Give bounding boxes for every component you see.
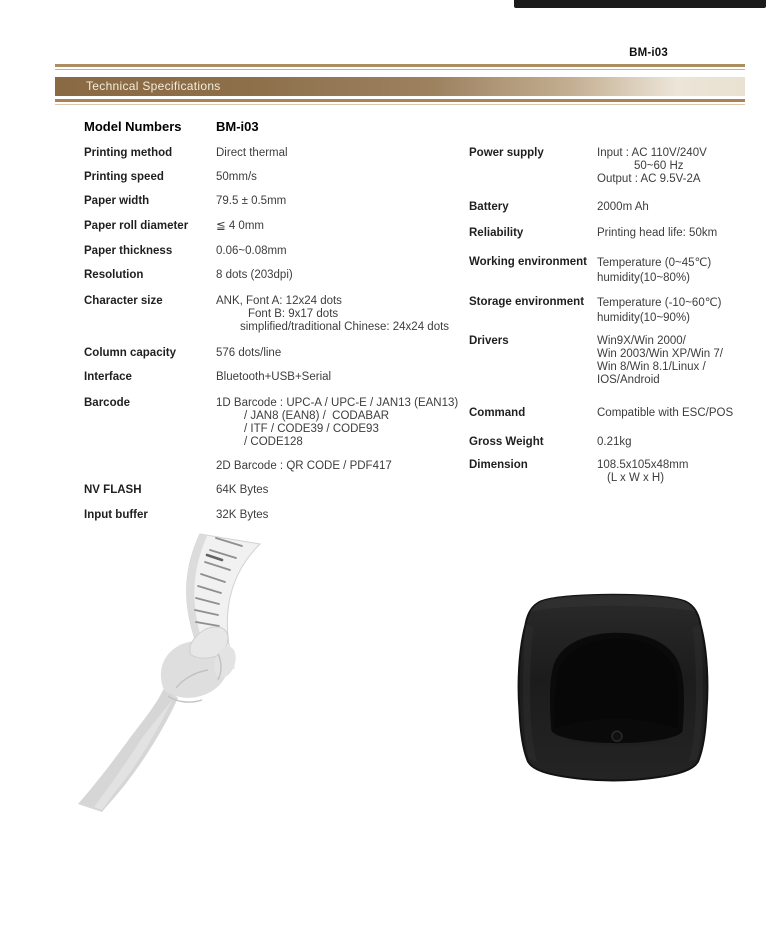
spec-row	[84, 460, 392, 473]
spec-row	[84, 371, 331, 384]
spec-value-line: 2D Barcode : QR CODE / PDF417	[216, 460, 392, 472]
spec-value-line: 576 dots/line	[216, 347, 282, 359]
spec-value-line: 50~60 Hz	[634, 160, 684, 172]
spec-label: Character size	[84, 295, 163, 307]
spec-value-line: Printing head life: 50km	[597, 227, 718, 239]
spec-row	[469, 407, 733, 420]
spec-label: Paper thickness	[84, 245, 173, 257]
spec-row	[84, 347, 281, 360]
document-model-code: BM-i03	[629, 47, 668, 59]
spec-label: Printing method	[84, 147, 173, 159]
spec-label: Command	[469, 407, 526, 419]
spec-value-line: Output : AC 9.5V-2A	[597, 173, 701, 185]
spec-label: Drivers	[469, 335, 509, 347]
spec-value-line: Win 2003/Win XP/Win 7/	[597, 348, 723, 360]
spec-row	[84, 269, 293, 282]
spec-value-line: 79.5 ± 0.5mm	[216, 195, 287, 207]
spec-row	[469, 296, 721, 326]
spec-row	[469, 227, 717, 240]
spec-label	[84, 460, 216, 473]
spec-label: Column capacity	[84, 347, 177, 359]
spec-label: Model Numbers	[84, 119, 182, 134]
spec-value-line: 64K Bytes	[216, 484, 269, 496]
spec-value-line: ≦ 4 0mm	[216, 220, 264, 232]
spec-label: Interface	[84, 371, 132, 383]
spec-value-line: Win9X/Win 2000/	[597, 335, 686, 347]
spec-row	[84, 245, 287, 258]
spec-label: Paper roll diameter	[84, 220, 189, 232]
spec-value-line: Temperature (-10~60℃)	[597, 297, 722, 309]
spec-value-line: humidity(10~90%)	[597, 312, 691, 324]
spec-value-line: 0.06~0.08mm	[216, 245, 287, 257]
spec-label: Printing speed	[84, 171, 164, 183]
spec-value: BM-i03	[216, 119, 259, 134]
spec-value-line: / CODE128	[244, 436, 303, 448]
spec-value-line: Font B: 9x17 dots	[248, 308, 339, 320]
spec-value-line: 32K Bytes	[216, 509, 269, 521]
spec-value-line: Win 8/Win 8.1/Linux /	[597, 361, 706, 373]
section-title: Technical Specifications	[86, 79, 221, 93]
spec-row	[469, 436, 632, 449]
spec-label: Resolution	[84, 269, 144, 281]
spec-value-line: / ITF / CODE39 / CODE93	[244, 423, 379, 435]
printer-case-photo	[513, 591, 713, 785]
header-rule-bottom	[55, 99, 745, 102]
spec-row	[84, 484, 268, 497]
top-black-bar	[514, 0, 766, 8]
spec-row	[469, 459, 688, 485]
spec-row	[469, 335, 723, 387]
spec-row	[469, 256, 711, 286]
header-double-rule	[55, 64, 745, 70]
spec-row	[469, 201, 649, 214]
spec-row	[84, 220, 264, 233]
spec-value-line: Temperature (0~45℃)	[597, 257, 712, 269]
spec-value-line: 0.21kg	[597, 436, 632, 448]
spec-value-line: 8 dots (203dpi)	[216, 269, 293, 281]
spec-row-model	[84, 119, 259, 134]
spec-label: Paper width	[84, 195, 150, 207]
section-title-bar	[55, 77, 745, 96]
spec-value-line: Direct thermal	[216, 147, 288, 159]
spec-row	[84, 147, 288, 160]
spec-label: Gross Weight	[469, 436, 544, 448]
spec-value-line: Input : AC 110V/240V	[597, 147, 707, 159]
spec-value-line: Bluetooth+USB+Serial	[216, 371, 332, 383]
spec-value-line: 2000m Ah	[597, 201, 649, 213]
spec-row	[84, 195, 286, 208]
spec-label: Dimension	[469, 459, 528, 471]
header-rule-bottom-light	[55, 104, 745, 105]
spec-label: Working environment	[469, 256, 587, 268]
spec-value-line: 1D Barcode : UPC-A / UPC-E / JAN13 (EAN13)	[216, 397, 459, 409]
spec-row	[469, 147, 707, 186]
spec-label: NV FLASH	[84, 484, 142, 496]
spec-value-line: / JAN8 (EAN8) / CODABAR	[244, 410, 390, 422]
spec-row	[84, 397, 458, 449]
spec-value-line: 108.5x105x48mm	[597, 459, 689, 471]
spec-value-line: simplified/traditional Chinese: 24x24 dots	[240, 321, 450, 333]
spec-value-line: ANK, Font A: 12x24 dots	[216, 295, 342, 307]
spec-label: Power supply	[469, 147, 544, 159]
spec-label: Barcode	[84, 397, 131, 409]
spec-label: Storage environment	[469, 296, 585, 308]
hand-receipt-photo	[72, 520, 287, 820]
spec-value-line: 50mm/s	[216, 171, 257, 183]
spec-value-line: humidity(10~80%)	[597, 272, 691, 284]
spec-row	[84, 295, 449, 334]
spec-label: Reliability	[469, 227, 524, 239]
spec-label: Input buffer	[84, 509, 148, 521]
spec-label: Battery	[469, 201, 509, 213]
spec-value-line: IOS/Android	[597, 374, 660, 386]
spec-value-line: Compatible with ESC/POS	[597, 407, 734, 419]
spec-value-line: (L x W x H)	[607, 472, 665, 484]
spec-row	[84, 171, 257, 184]
